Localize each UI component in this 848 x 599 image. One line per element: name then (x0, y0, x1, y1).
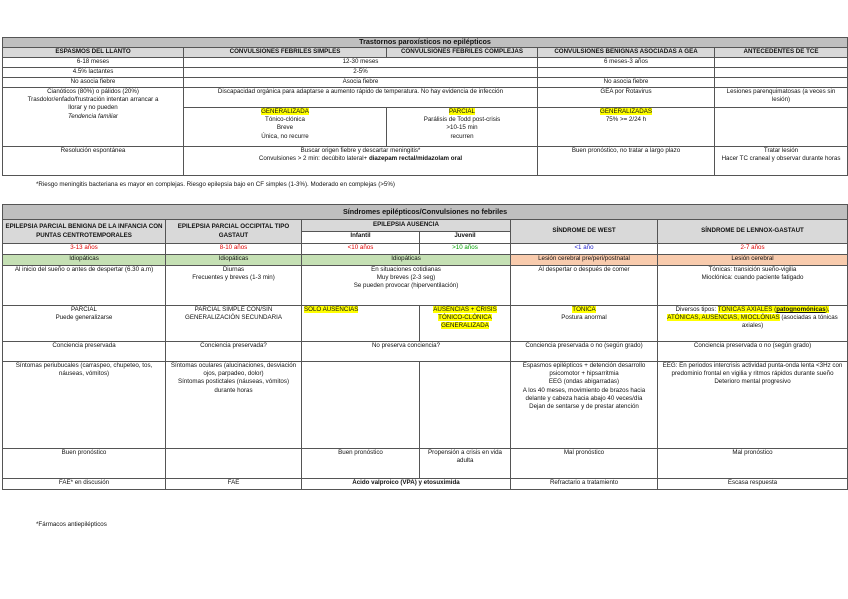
text-line: Síntomas postictales (náuseas, vómitos) durante horas (177, 378, 290, 394)
cell-manejo-espasmos: Resolución espontánea (3, 147, 184, 176)
cell-edad-infantil: <10 años (302, 244, 420, 255)
text-line: Espasmos epilépticos + detención desarrollo psicomotor + hipsarritmia (522, 362, 646, 378)
cell-manejo-febriles (184, 147, 538, 176)
text-line: Puede generalizarse (55, 314, 113, 322)
cell-edad-gea: 6 meses-3 años (538, 58, 715, 68)
highlight-tonica: TÓNICA (572, 306, 596, 313)
cell-momento-rolandica: Al inicio del sueño o antes de despertar (6.30 a.m) (3, 266, 166, 306)
text-line: PARCIAL (70, 306, 98, 313)
header-juvenil: Juvenil (420, 232, 511, 244)
highlight-tonicas-axiales (718, 306, 830, 313)
header-tce: ANTECEDENTES DE TCE (715, 48, 848, 58)
text-run-underline: patognomónicas (776, 306, 826, 313)
text-line: A los 40 meses, movimiento de brazos hacia delante y cabeza hacia abajo 40 veces/día (522, 386, 646, 402)
cell-tratamiento-gastaut: FAE (166, 479, 302, 490)
cell-manejo-gea: Buen pronóstico, no tratar a largo plazo (538, 147, 715, 176)
header-espasmos: ESPASMOS DEL LLANTO (3, 48, 184, 58)
cell-fiebre-espasmos: No asocia fiebre (3, 78, 184, 88)
cell-edad-rolandica: 3-13 años (3, 244, 166, 255)
cell-empty (166, 449, 302, 479)
cell-tipo-gastaut: PARCIAL SIMPLE CON/SIN GENERALIZACIÓN SECUNDARIA (166, 306, 302, 342)
cell-empty (420, 362, 511, 449)
cell-conciencia-gastaut: Conciencia preservada? (166, 342, 302, 362)
cell-pronostico-west: Mal pronóstico (511, 449, 658, 479)
text-run: Convulsiones > 2 min: decúbito lateral+ (258, 155, 369, 163)
table2-title: Síndromes epilépticos/Convulsiones no febriles (3, 205, 848, 220)
cell-pronostico-rolandica: Buen pronóstico (3, 449, 166, 479)
header-west: SÍNDROME DE WEST (511, 220, 658, 244)
text-line: llorar y no pueden (68, 104, 118, 112)
cell-etiologia-gastaut: Idiopáticas (166, 255, 302, 266)
text-run: ), (825, 306, 830, 313)
cell-empty (715, 108, 848, 147)
text-line: Tónicas: transición sueño-vigilia (708, 266, 797, 273)
header-infantil: Infantil (302, 232, 420, 244)
cell-pronostico-lennox: Mal pronóstico (658, 449, 848, 479)
cell-prev-espasmos: 4.5% lactantes (3, 68, 184, 78)
cell-conciencia-ausencia: No preserva conciencia? (302, 342, 511, 362)
highlight-generalizada: GENERALIZADA (261, 108, 309, 115)
text-line: 75% >= 2/24 h (605, 116, 647, 124)
text-line: Parálisis de Todd post-crisis (423, 116, 501, 124)
cell-pronostico-infantil: Buen pronóstico (302, 449, 420, 479)
header-febriles-complejas: CONVULSIONES FEBRILES COMPLEJAS (387, 48, 538, 58)
cell-sintomas-rolandica: Síntomas periubucales (carraspeo, chupeteo, tos, náuseas, vómitos) (3, 362, 166, 449)
text-line: EEG: En periodos intercrisis actividad punta-onda lenta <3Hz con predominio frontal en vigilia y ritmos rápidos durante sueño (662, 362, 843, 378)
cell-edad-espasmos: 6-18 meses (3, 58, 184, 68)
cell-etiologia-ausencia: Idiopáticas (302, 255, 511, 266)
cell-empty (302, 362, 420, 449)
cell-causa-gea: GEA por Rotavirus (538, 88, 715, 108)
cell-tipo-infantil (302, 306, 420, 342)
cell-momento-ausencia (302, 266, 511, 306)
text-line: Síntomas oculares (alucinaciones, desviación ojos, parpadeo, dolor) (170, 362, 297, 378)
cell-edad-juvenil: >10 años (420, 244, 511, 255)
cell-etiologia-rolandica: Idiopáticas (3, 255, 166, 266)
cell-edad-febriles: 12-30 meses (184, 58, 538, 68)
text-line: Diurnas (222, 266, 245, 273)
cell-sintomas-lennox (658, 362, 848, 449)
highlight-solo-ausencias: SOLO AUSENCIAS (304, 306, 359, 313)
header-lennox: SÍNDROME DE LENNOX-GASTAUT (658, 220, 848, 244)
highlight-ausencias-crisis: AUSENCIAS + CRISIS TÓNICO-CLÓNICA GENERALIZADA (433, 306, 497, 330)
cell-empty (715, 68, 848, 78)
text-line: Buscar origen fiebre y descartar meningitis* (300, 147, 421, 154)
text-line: En situaciones cotidianas (371, 266, 441, 273)
paroxysmal-disorders-table (2, 37, 848, 176)
text-line: Se pueden provocar (hiperventilación) (353, 282, 459, 290)
text-line: Mioclónica: cuando paciente fatigado (701, 274, 804, 282)
cell-tratamiento-west: Refractario a tratamiento (511, 479, 658, 490)
table1-title: Trastornos paroxísticos no epilépticos (3, 38, 848, 48)
text-line: recurren (450, 132, 474, 140)
cell-sintomas-gastaut (166, 362, 302, 449)
cell-momento-lennox (658, 266, 848, 306)
text-line: Muy breves (2-3 seg) (376, 274, 436, 282)
cell-conciencia-west: Conciencia preservada o no (según grado) (511, 342, 658, 362)
text-line: Única, no recurre (261, 132, 309, 140)
highlight-parcial: PARCIAL (448, 108, 476, 115)
text-run: Diversos tipos: (675, 306, 718, 313)
cell-empty (538, 68, 715, 78)
cell-tipo-lennox (658, 306, 848, 342)
header-ausencia: EPILEPSIA AUSENCIA (302, 220, 511, 232)
cell-clinica-espasmos (3, 88, 184, 147)
cell-fiebre-gea: No asocia fiebre (538, 78, 715, 88)
cell-edad-west: <1 año (511, 244, 658, 255)
header-gea: CONVULSIONES BENIGNAS ASOCIADAS A GEA (538, 48, 715, 58)
text-line: >10-15 min (446, 124, 478, 132)
text-run: (asociadas a tónicas axiales) (741, 314, 838, 330)
text-line: Deterioro mental progresivo (714, 378, 791, 386)
cell-empty (715, 58, 848, 68)
text-line: Dejan de sentarse y de prestar atención (529, 403, 639, 411)
cell-tratamiento-ausencia: Ácido valproico (VPA) y etosuximida (302, 479, 511, 490)
text-run: TÓNICAS AXIALES ( (717, 306, 777, 313)
text-line: Tónico-clónica (265, 116, 305, 124)
cell-tratamiento-rolandica: FAE* en discusión (3, 479, 166, 490)
cell-edad-gastaut: 8-10 años (166, 244, 302, 255)
text-run-bold: diazepam rectal/midazolam oral (368, 155, 463, 163)
cell-empty (715, 78, 848, 88)
text-line: Postura anormal (561, 314, 607, 322)
text-line: Frecuentes y breves (1-3 min) (192, 274, 275, 282)
cell-fiebre-febriles: Asocia fiebre (184, 78, 538, 88)
cell-causa-febriles: Discapacidad orgánica para adaptarse a aumento rápido de temperatura. No hay evidencia de infección (184, 88, 538, 108)
header-febriles-simples: CONVULSIONES FEBRILES SIMPLES (184, 48, 387, 58)
cell-tipo-gea (538, 108, 715, 147)
footnote-fae: *Fármacos antiepilépticos (36, 521, 107, 528)
highlight-atonicas: ATÓNICAS, AUSENCIAS, MIOCLÓNIAS (667, 314, 780, 322)
cell-momento-gastaut (166, 266, 302, 306)
cell-tipo-rolandica (3, 306, 166, 342)
cell-etiologia-lennox: Lesión cerebral (658, 255, 848, 266)
highlight-generalizadas: GENERALIZADAS (600, 108, 652, 115)
cell-causa-tce: Lesiones parenquimatosas (a veces sin lesión) (715, 88, 848, 108)
cell-tipo-complejas (387, 108, 538, 147)
text-line: Hacer TC craneal y observar durante horas (721, 155, 841, 163)
cell-momento-west: Al despertar o después de comer (511, 266, 658, 306)
cell-conciencia-rolandica: Conciencia preservada (3, 342, 166, 362)
cell-edad-lennox: 2-7 años (658, 244, 848, 255)
cell-prev-febriles: 2-5% (184, 68, 538, 78)
text-line: Breve (276, 124, 294, 132)
cell-tipo-west (511, 306, 658, 342)
cell-pronostico-juvenil: Propensión a crisis en vida adulta (420, 449, 511, 479)
cell-tipo-juvenil (420, 306, 511, 342)
text-line: Tendencia familiar (68, 112, 118, 120)
cell-conciencia-lennox: Conciencia preservada o no (según grado) (658, 342, 848, 362)
text-line: Tratar lesión (763, 147, 799, 154)
header-rolandica: EPILEPSIA PARCIAL BENIGNA DE LA INFANCIA CON PUNTAS CENTROTEMPORALES (3, 220, 166, 244)
cell-manejo-tce (715, 147, 848, 176)
text-line: Trasdolor/enfado/frustración intentan arrancar a (27, 96, 159, 104)
cell-sintomas-west (511, 362, 658, 449)
cell-tratamiento-lennox: Escasa respuesta (658, 479, 848, 490)
header-gastaut: EPILEPSIA PARCIAL OCCIPITAL TIPO GASTAUT (166, 220, 302, 244)
cell-tipo-simples (184, 108, 387, 147)
text-line: EEG (ondas abigarradas) (548, 378, 620, 386)
footnote-meningitis: *Riesgo meningitis bacteriana es mayor en complejas. Riesgo epilepsia bajo en CF simples (1-3%). Moderado en complejas (>5%) (36, 181, 395, 188)
cell-etiologia-west: Lesión cerebral pre/peri/postnatal (511, 255, 658, 266)
text-line: Cianóticos (80%) o pálidos (20%) (47, 88, 139, 95)
epileptic-syndromes-table (2, 204, 848, 490)
